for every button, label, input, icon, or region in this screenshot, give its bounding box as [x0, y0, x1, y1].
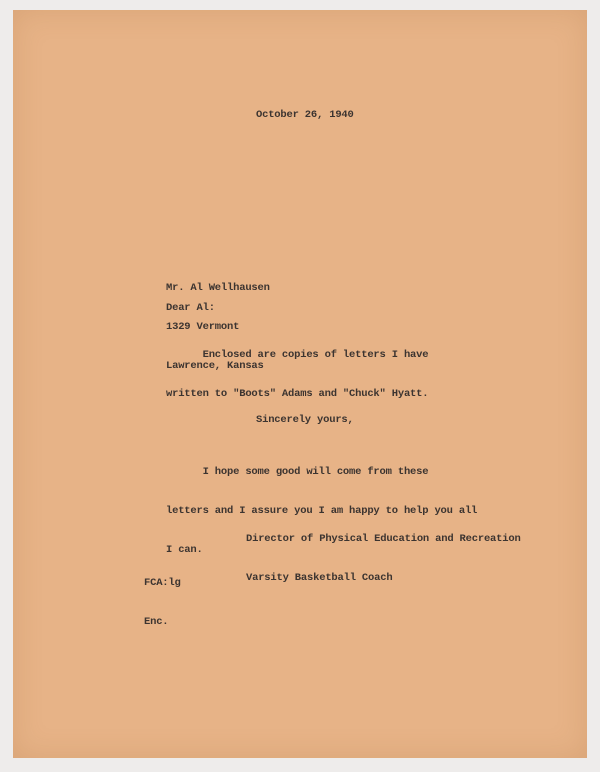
paragraph-1-line-1: Enclosed are copies of letters I have — [166, 349, 429, 361]
closing: Sincerely yours, — [256, 414, 354, 426]
address-line-street: 1329 Vermont — [166, 321, 240, 333]
letter-date: October 26, 1940 — [256, 109, 354, 121]
reference-block — [144, 551, 181, 655]
address-line-name: Mr. Al Wellhausen — [166, 282, 270, 294]
paragraph-gap — [166, 427, 477, 440]
paragraph-1-line-2: written to "Boots" Adams and "Chuck" Hyatt. — [166, 388, 429, 400]
paragraph-2-line-2: letters and I assure you I am happy to help you all — [166, 505, 478, 517]
letter-paper — [13, 10, 587, 758]
address-line-city: Lawrence, Kansas — [166, 360, 264, 372]
signature-title-2: Varsity Basketball Coach — [246, 572, 393, 584]
paragraph-2-line-3: I can. — [166, 544, 203, 556]
signature-block — [246, 507, 521, 611]
signature-title-1: Director of Physical Education and Recreation — [246, 533, 521, 545]
paragraph-2-line-1: I hope some good will come from these — [166, 466, 429, 478]
reference-initials: FCA:lg — [144, 577, 181, 589]
enclosure-note: Enc. — [144, 616, 169, 628]
salutation: Dear Al: — [166, 302, 215, 314]
